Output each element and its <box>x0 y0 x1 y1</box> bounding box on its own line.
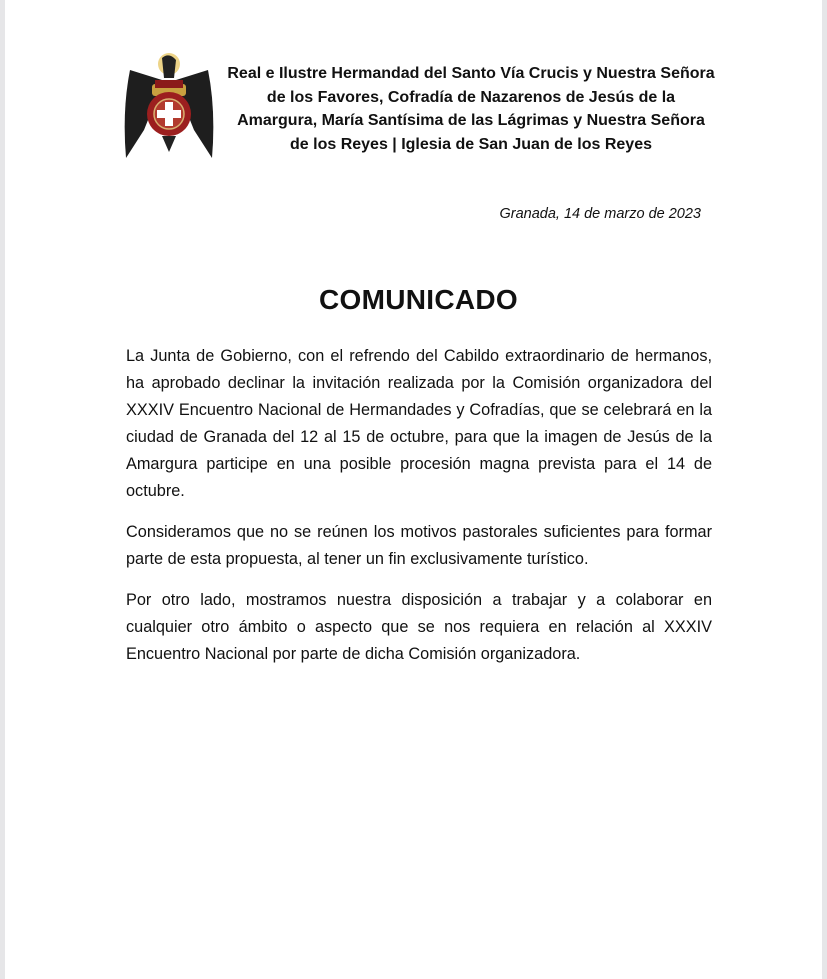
paragraph: Por otro lado, mostramos nuestra disposición a trabajar y a colaborar en cualquier otro ámbito o aspecto que se nos requiera en relación al XXXIV Encuentro Nacional por parte de dicha Comisión organizadora. <box>126 591 712 663</box>
organization-header: Real e Ilustre Hermandad del Santo Vía Crucis y Nuestra Señora de los Favores, Cofradía de Nazarenos de Jesús de la Amargura, María Santísima de las Lágrimas y Nuestra Señora de los Reyes | Iglesia de San Juan de los Reyes <box>227 65 715 153</box>
paragraph: Consideramos que no se reúnen los motivos pastorales suficientes para formar parte de esta propuesta, al tener un fin exclusivamente turístico. <box>126 523 712 568</box>
document-page <box>5 0 822 979</box>
document-body <box>126 343 712 682</box>
document-title: COMUNICADO <box>319 284 518 315</box>
document-date: Granada, 14 de marzo de 2023 <box>499 206 701 222</box>
brotherhood-coat-of-arms-logo <box>122 50 216 162</box>
paragraph: La Junta de Gobierno, con el refrendo del Cabildo extraordinario de hermanos, ha aprobado declinar la invitación realizada por la Comisión organizadora del XXXIV Encuentro Nacional de Hermandades y Cofradías, que se celebrará en la ciudad de Granada del 12 al 15 de octubre, para que la imagen de Jesús de la Amargura participe en una posible procesión magna prevista para el 14 de octubre. <box>126 347 712 500</box>
